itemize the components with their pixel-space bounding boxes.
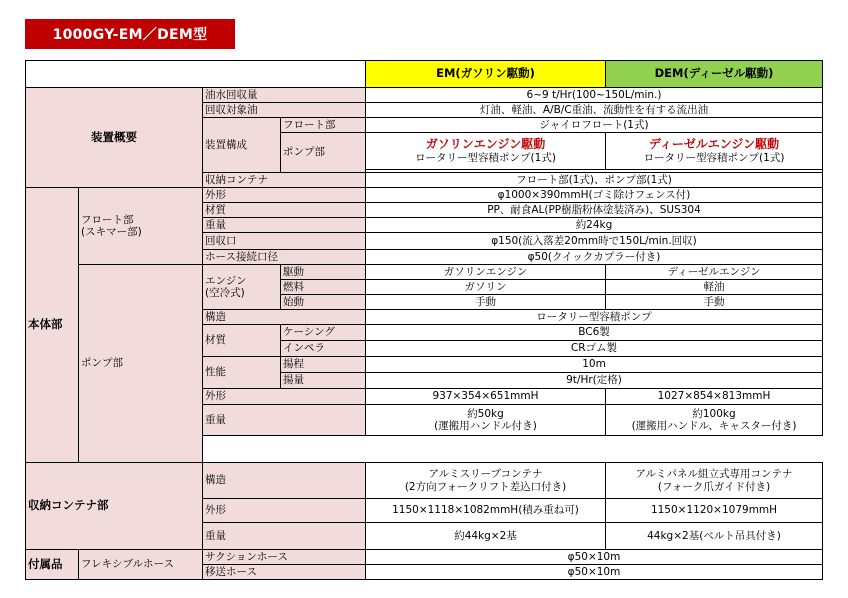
transfer-label: 移送ホース: [203, 565, 366, 580]
pump-weight-label: 重量: [203, 405, 366, 436]
float-hose-value: φ50(クイックカプラー付き): [366, 250, 823, 265]
casing-label: ケーシング: [281, 325, 366, 341]
pump-dem-type: ロータリー型容積ポンプ(1式): [643, 151, 785, 164]
recovery-label: 油水回収量: [203, 88, 366, 103]
drive-label: 駆動: [281, 265, 366, 280]
float-weight-label: 重量: [203, 218, 366, 233]
fuel-label: 燃料: [281, 280, 366, 295]
pump-dem-drive: ディーゼルエンジン駆動: [648, 137, 780, 152]
cont-weight-em: 約44kg×2基: [366, 523, 606, 550]
impeller-value: CRゴム製: [366, 341, 823, 357]
pump-em-cell: [366, 133, 606, 170]
pump-part-label: ポンプ部: [79, 265, 203, 463]
pump-structure-value: ロータリー型容積ポンプ: [366, 310, 823, 325]
float-material-value: PP、耐食AL(PP樹脂粉体塗装済み)、SUS304: [366, 203, 823, 218]
float-material-label: 材質: [203, 203, 366, 218]
header-dem: DEM(ディーゼル駆動): [606, 61, 823, 88]
cont-structure-em: アルミスリーブコンテナ (2方向フォークリフト差込口付き): [366, 463, 606, 499]
flow-label: 揚量: [281, 373, 366, 389]
float-label: フロート部: [281, 118, 366, 133]
pump-em-drive: ガソリンエンジン駆動: [425, 137, 546, 152]
float-part-label: フロート部 (スキマー部): [79, 188, 203, 265]
section-body: 本体部: [26, 188, 79, 463]
impeller-label: インペラ: [281, 341, 366, 357]
float-value: ジャイロフロート(1式): [366, 118, 823, 133]
drive-dem: ディーゼルエンジン: [606, 265, 823, 280]
cont-shape-em: 1150×1118×1082mmH(積み重ね可): [366, 499, 606, 523]
target-value: 灯油、軽油、A/B/C重油、流動性を有する流出油: [366, 103, 823, 118]
float-outlet-value: φ150(流入落差20mm時で150L/min.回収): [366, 233, 823, 250]
flow-value: 9t/Hr(定格): [366, 373, 823, 389]
transfer-value: φ50×10m: [366, 565, 823, 580]
target-label: 回収対象油: [203, 103, 366, 118]
suction-value: φ50×10m: [366, 550, 823, 565]
float-hose-label: ホース接続口径: [203, 250, 366, 265]
start-em: 手動: [366, 295, 606, 310]
cont-value: フロート部(1式)、ポンプ部(1式): [366, 173, 823, 188]
engine-label: エンジン (空冷式): [203, 265, 281, 310]
cont-structure-label: 構造: [203, 463, 366, 499]
float-shape-value: φ1000×390mmH(ゴミ除けフェンス付): [366, 188, 823, 203]
head-label: 揚程: [281, 357, 366, 373]
config-label: 装置構成: [203, 118, 281, 173]
start-dem: 手動: [606, 295, 823, 310]
section-container: 収納コンテナ部: [26, 463, 203, 550]
pump-dem-cell: [606, 133, 823, 170]
cont-weight-dem: 44kg×2基(ベルト吊具付き): [606, 523, 823, 550]
perf-label: 性能: [203, 357, 281, 389]
spec-table: [25, 60, 823, 580]
header-em: EM(ガソリン駆動): [366, 61, 606, 88]
flex-hose-label: フレキシブルホース: [79, 550, 203, 580]
pump-em-type: ロータリー型容積ポンプ(1式): [415, 151, 556, 164]
pump-shape-em: 937×354×651mmH: [366, 389, 606, 405]
section-overview: 装置概要: [26, 88, 203, 188]
pump-weight-em: 約50kg (運搬用ハンドル付き): [366, 405, 606, 436]
pump-shape-dem: 1027×854×813mmH: [606, 389, 823, 405]
pump-structure-label: 構造: [203, 310, 366, 325]
cont-shape-label: 外形: [203, 499, 366, 523]
casing-value: BC6製: [366, 325, 823, 341]
section-accessory: 付属品: [26, 550, 79, 580]
drive-em: ガソリンエンジン: [366, 265, 606, 280]
cont-weight-label: 重量: [203, 523, 366, 550]
pump-weight-dem: 約100kg (運搬用ハンドル、キャスター付き): [606, 405, 823, 436]
recovery-value: 6~9 t/Hr(100~150L/min.): [366, 88, 823, 103]
pump-material-label: 材質: [203, 325, 281, 357]
fuel-em: ガソリン: [366, 280, 606, 295]
float-outlet-label: 回収口: [203, 233, 366, 250]
page-title: 1000GY-EM／DEM型: [25, 19, 235, 49]
cont-structure-dem: アルミパネル組立式専用コンテナ (フォーク爪ガイド付き): [606, 463, 823, 499]
float-weight-value: 約24kg: [366, 218, 823, 233]
header-blank: [26, 61, 366, 88]
fuel-dem: 軽油: [606, 280, 823, 295]
cont-label: 収納コンテナ: [203, 173, 366, 188]
pump-shape-label: 外形: [203, 389, 366, 405]
pump-label: ポンプ部: [281, 133, 366, 173]
float-shape-label: 外形: [203, 188, 366, 203]
start-label: 始動: [281, 295, 366, 310]
cont-shape-dem: 1150×1120×1079mmH: [606, 499, 823, 523]
head-value: 10m: [366, 357, 823, 373]
suction-label: サクションホース: [203, 550, 366, 565]
